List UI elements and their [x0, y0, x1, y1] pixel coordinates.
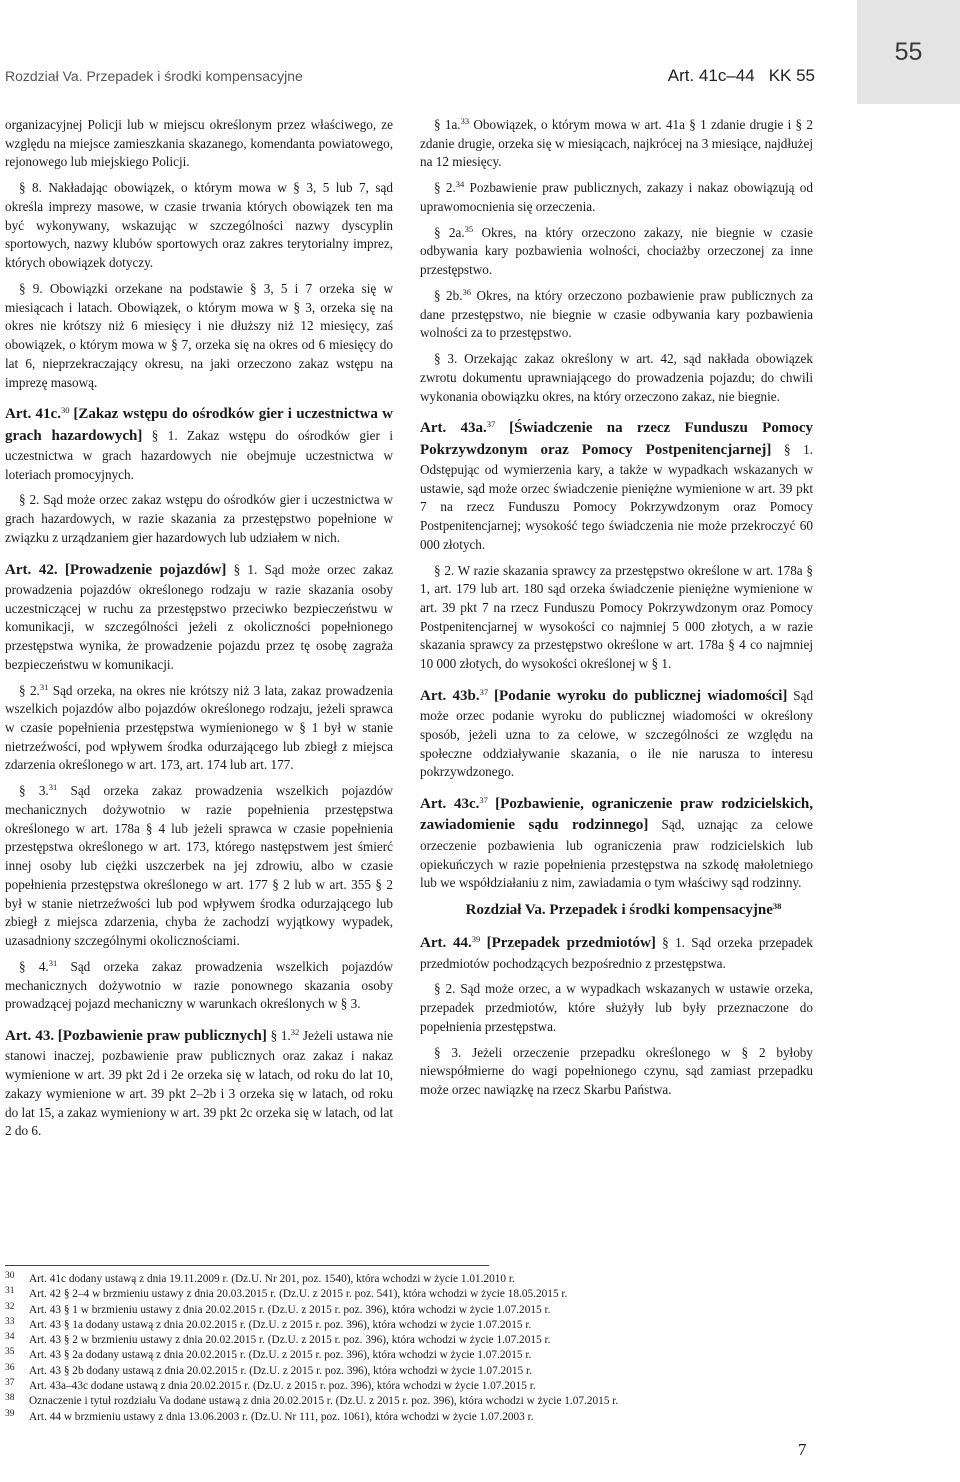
footnote-text: Art. 43 § 2a dodany ustawą z dnia 20.02.2015 r. (Dz.U. z 2015 r. poz. 396), która wchodzi w życie 1.07.2015 r.	[29, 1349, 532, 1362]
footnote-text: Art. 43a–43c dodane ustawą z dnia 20.02.2015 r. (Dz.U. z 2015 r. poz. 396), która wchodzi w życie 1.07.2015 r.	[29, 1380, 536, 1393]
article-label: Art. 41c.	[5, 406, 61, 423]
footnote	[5, 1410, 905, 1425]
section-lead: § 4.	[19, 958, 49, 974]
paragraph	[420, 116, 813, 172]
footnote-number: 38	[5, 1393, 15, 1404]
left-column	[5, 116, 393, 1148]
paragraph-text: Sąd orzeka, na okres nie krótszy niż 3 lata, zakaz prowadzenia wszelkich pojazdów albo pojazdów określonego rodzaju, jeżeli sprawca w czasie popełnienia przestępstwa wymienionego w § 1 był w stanie nietrzeźwości, pod wpływem środka odurzającego lub zbiegł z miejsca zdarzenia określonego w art. 173, art. 174 lub art. 177.	[5, 682, 394, 773]
article-title: [Zakaz wstępu do ośrodków gier i uczestnictwa w grach hazardowych]	[5, 406, 394, 444]
page-number: 7	[798, 1440, 807, 1459]
footnote-number: 32	[5, 1301, 15, 1312]
article-text: § 1. Sąd może orzec zakaz prowadzenia pojazdów określonego rodzaju w razie skazania osoby uczestniczącej w ruchu za przestępstwo przeciwko bezpieczeństwu w komunikacji, w szczególności jeżeli z okoliczności popełnionego przestępstwa wynika, że prowadzenie pojazdu przez tę osobę zagraża bezpieczeństwu w komunikacji.	[5, 561, 393, 672]
page-tab	[857, 0, 960, 104]
paragraph: § 2. W razie skazania sprawcy za przestępstwo określone w art. 178a § 1, art. 179 lub art. 180 sąd orzeka świadczenie pieniężne wymienione w art. 39 pkt 7 na rzecz Funduszu Pomocy Pokrzywdzonym oraz Pomocy Postpenitencjarnej w wysokości co najmniej 5 000 złotych, a w razie skazania sprawcy za przestępstwo określone w art. 178a § 4 co najmniej 10 000 złotych, do wysokości określonej w § 1.	[420, 562, 813, 672]
paragraph: § 2. Sąd może orzec, a w wypadkach wskazanych w ustawie orzeka, przepadek przedmiotów, które służyły lub były przeznaczone do popełnienia przestępstwa.	[420, 981, 813, 1034]
footnote-ref: 31	[39, 681, 49, 692]
article-title: [Pozbawienie praw publicznych]	[57, 1028, 267, 1044]
footnote-ref: 30	[60, 405, 70, 416]
article-text: § 1. Sąd orzeka przepadek przedmiotów pochodzących bezpośrednio z przestępstwa.	[420, 935, 814, 971]
footnote-text: Oznaczenie i tytuł rozdziału Va dodane ustawą z dnia 20.02.2015 r. (Dz.U. z 2015 r. poz. 396), która wchodzi w życie 1.07.2015 r.	[29, 1395, 619, 1408]
footnote	[5, 1272, 905, 1287]
paragraph-text: Okres, na który orzeczono zakazy, nie biegnie w czasie odbywania kary pozbawienia wolności, chociażby orzeczonej za inne przestępstwo.	[420, 224, 814, 278]
paragraph-text: Sąd orzeka zakaz prowadzenia wszelkich pojazdów mechanicznych dożywotnio w razie ponownego skazania osoby prowadzącej pojazd mechaniczny w warunkach określonych w § 3.	[5, 958, 394, 1012]
footnote	[5, 1318, 905, 1333]
article-text: § 1. Odstępując od wymierzenia kary, a także w wypadkach wskazanych w ustawie, sąd może orzec świadczenie pieniężne wymienione w art. 39 pkt 7 na rzecz Funduszu Pomocy Pokrzywdzonym oraz Pomocy Postpenitencjarnej; wysokość tego świadczenia nie może przekroczyć 60 000 złotych.	[420, 441, 813, 552]
chapter-heading	[420, 900, 813, 921]
footnote-text: Art. 43 § 2 w brzmieniu ustawy z dnia 20.02.2015 r. (Dz.U. z 2015 r. poz. 396), która wchodzi w życie 1.07.2015 r.	[29, 1334, 551, 1347]
footnote-ref: 34	[455, 179, 465, 190]
footnote-text: Art. 41c dodany ustawą z dnia 19.11.2009 r. (Dz.U. Nr 201, poz. 1540), która wchodzi w życie 1.01.2010 r.	[29, 1273, 515, 1285]
footnote-ref: 37	[479, 795, 488, 806]
article-41c	[5, 404, 393, 484]
paragraph	[5, 958, 393, 1014]
paragraph: § 2. Sąd może orzec zakaz wstępu do ośrodków gier i uczestnictwa w grach hazardowych, w razie skazania za przestępstwo popełnione w związku z urządzaniem gier hazardowych lub udziałem w nich.	[5, 492, 393, 545]
article-label: Art. 43.	[5, 1028, 55, 1044]
section-lead: § 2b.	[434, 287, 463, 303]
article-title: [Pozbawienie, ograniczenie praw rodzicielskich, zawiadomienie sądu rodzinnego]	[420, 796, 813, 834]
article-text: § 1. Zakaz wstępu do ośrodków gier i uczestnictwa w grach hazardowych nie obejmuje uczestnictwa w loteriach promocyjnych.	[5, 427, 393, 482]
footnote-ref: 39	[471, 934, 481, 945]
paragraph: § 8. Nakładając obowiązek, o którym mowa w § 3, 5 lub 7, sąd określa imprezy masowe, w czasie trwania których obowiązek ten ma być wykonywany, wskazując w szczególności nazwy dyscyplin sportowych, nazwy klubów sportowych oraz zakres terytorialny imprez, których obowiązek dotyczy.	[5, 180, 393, 271]
footnote-ref: 36	[462, 286, 472, 297]
article-43b	[420, 686, 813, 782]
article-range-header	[668, 66, 815, 86]
footnote-ref: 31	[48, 782, 58, 793]
footnote-number: 37	[5, 1378, 15, 1389]
article-title: [Przepadek przedmiotów]	[486, 935, 656, 952]
article-label: Art. 43c.	[420, 796, 480, 813]
article-44	[420, 933, 813, 973]
footnote-number: 31	[5, 1286, 15, 1297]
article-label: Art. 43b.	[420, 687, 480, 704]
chapter-title: Rozdział Va. Przepadek i środki kompensacyjne	[465, 901, 773, 918]
footnote-ref: 35	[464, 223, 474, 234]
footnote	[5, 1333, 905, 1348]
section-lead: § 2.	[19, 682, 40, 698]
footnote-number: 30	[5, 1271, 15, 1281]
article-43c	[420, 794, 813, 893]
paragraph: organizacyjnej Policji lub w miejscu określonym przez właściwego, ze względu na miejsce zamieszkania skazanego, komendanta powiatowego, rejonowego lub miejskiego Policji.	[5, 117, 393, 170]
footnote	[5, 1287, 905, 1302]
footnote-text: Art. 43 § 1a dodany ustawą z dnia 20.02.2015 r. (Dz.U. z 2015 r. poz. 396), która wchodzi w życie 1.07.2015 r.	[29, 1318, 532, 1331]
footnote-ref: 32	[290, 1027, 300, 1037]
section-lead: § 3.	[19, 783, 49, 799]
footnote-ref: 33	[460, 116, 470, 126]
paragraph	[420, 287, 813, 343]
section-lead: § 2a.	[434, 224, 465, 240]
article-text: Sąd, uznając za celowe orzeczenie pozbawienia lub ograniczenia praw rodzicielskich lub opiekuńczych w razie popełnienia przestępstwa na szkodę małoletniego lub we współdziałaniu z nim, zawiadamia o tym właściwy sąd rodzinny.	[420, 817, 814, 891]
article-title: [Podanie wyroku do publicznej wiadomości]	[494, 687, 788, 704]
footnote-ref: 37	[479, 686, 489, 697]
footnote-ref: 31	[48, 957, 58, 968]
paragraph-text: Sąd orzeka zakaz prowadzenia wszelkich pojazdów mechanicznych dożywotnio w razie popełnienia przestępstwa określonego w art. 178a § 4 lub jeżeli sprawca w czasie popełnienia przestępstwa określonego w art. 173, którego następstwem jest śmierć innej osoby lub ciężki uszczerbek na jej zdrowiu, albo w czasie popełnienia przestępstwa określonego w art. 177 § 2 lub w art. 355 § 2 był w stanie nietrzeźwości lub pod wpływem środka odurzającego lub zbiegł z miejsca zdarzenia, chyba że zachodzi wyjątkowy wypadek, uzasadniony szczególnymi okolicznościami.	[5, 783, 394, 949]
article-range: Art. 41c–44	[667, 66, 755, 85]
paragraph-text: Okres, na który orzeczono pozbawienie praw publicznych za dane przestępstwo, nie biegnie w czasie odbywania kary pozbawienia wolności za to przestępstwo.	[420, 287, 814, 341]
article-42	[5, 560, 393, 675]
article-text: Jeżeli ustawa nie stanowi inaczej, pozbawienie praw publicznych oraz zakaz i nakaz wymienione w art. 39 pkt 2d i 2e orzeka się w latach, od roku do lat 10, zakazy wymienione w art. 39 pkt 2–2b i 3 orzeka się w latach, od roku do lat 15, a zakaz wymieniony w art. 39 pkt 2c orzeka się w latach, od lat 2 do 6.	[5, 1028, 393, 1139]
footnote	[5, 1394, 905, 1409]
footnote-text: Art. 42 § 2–4 w brzmieniu ustawy z dnia 20.03.2015 r. (Dz.U. z 2015 r. poz. 541), która wchodzi w życie 18.05.2015 r.	[29, 1288, 568, 1301]
section-lead: § 1a.	[434, 117, 461, 132]
footnote-ref: 38	[772, 900, 782, 911]
footnote	[5, 1379, 905, 1394]
paragraph: § 9. Obowiązki orzekane na podstawie § 3, 5 i 7 orzeka się w miesiącach i latach. Obowiązek, o którym mowa w § 3, orzeka się na okres nie krótszy niż 6 miesięcy i nie dłuższy niż 12 miesięcy, zaś obowiązek, o którym mowa w § 7, orzeka się na okres od 6 miesięcy do lat 6, nieprzekraczający okresu, na jaki orzeczono zakaz wstępu na imprezę masową.	[5, 280, 393, 390]
code-marker: KK 55	[768, 66, 815, 85]
footnote	[5, 1364, 905, 1379]
paragraph-text: Pozbawienie praw publicznych, zakazy i nakaz obowiązują od uprawomocnienia się orzeczenia.	[420, 180, 813, 214]
paragraph: § 3. Jeżeli orzeczenie przepadku określonego w § 2 byłoby niewspółmierne do wagi popełnionego czynu, sąd zamiast przepadku może orzec nawiązkę na rzecz Skarbu Państwa.	[420, 1044, 813, 1097]
footnote-divider	[5, 1265, 489, 1266]
footnote-number: 34	[5, 1332, 15, 1343]
footnote-number: 35	[5, 1347, 15, 1358]
paragraph	[420, 179, 813, 216]
article-title: [Świadczenie na rzecz Funduszu Pomocy Pokrzywdzonym oraz Pomocy Postpenitencjarnej]	[420, 420, 814, 458]
article-43a	[420, 418, 813, 554]
paragraph	[420, 224, 813, 280]
footnote-number: 33	[5, 1316, 15, 1327]
article-label: Art. 42.	[5, 561, 58, 578]
article-label: Art. 43a.	[420, 420, 487, 437]
footnote-text: Art. 43 § 1 w brzmieniu ustawy z dnia 20.02.2015 r. (Dz.U. z 2015 r. poz. 396), która wchodzi w życie 1.07.2015 r.	[29, 1303, 551, 1316]
running-head	[5, 66, 815, 90]
footnote-number: 36	[5, 1362, 15, 1373]
footnote-ref: 37	[486, 419, 496, 430]
paragraph	[5, 782, 393, 951]
footnote-number: 39	[5, 1408, 15, 1419]
article-label: Art. 44.	[420, 935, 472, 952]
section-lead: § 1.	[270, 1028, 291, 1043]
right-column	[420, 116, 813, 1107]
footnote-text: Art. 43 § 2b dodany ustawą z dnia 20.02.2015 r. (Dz.U. z 2015 r. poz. 396), która wchodzi w życie 1.07.2015 r.	[29, 1364, 532, 1377]
chapter-header: Rozdział Va. Przepadek i środki kompensacyjne	[5, 68, 303, 84]
page-tab-number: 55	[894, 37, 923, 66]
footnotes	[5, 1272, 905, 1425]
article-title: [Prowadzenie pojazdów]	[64, 561, 227, 578]
section-lead: § 2.	[434, 180, 456, 196]
paragraph-text: Obowiązek, o którym mowa w art. 41a § 1 zdanie drugie i § 2 zdanie drugie, orzeka się w miesiącach, najkrócej na 3 miesiące, najdłużej na 12 miesięcy.	[420, 117, 813, 170]
footnote-text: Art. 44 w brzmieniu ustawy z dnia 13.06.2003 r. (Dz.U. Nr 111, poz. 1061), która wchodzi w życie 1.07.2003 r.	[29, 1410, 534, 1423]
article-43	[5, 1026, 393, 1141]
article-text: Sąd może orzec podanie wyroku do publicznej wiadomości w określony sposób, jeżeli uzna to za celowe, w szczególności ze względu na społeczne oddziaływanie skazania, o ile nie narusza to interesu pokrzywdzonego.	[420, 687, 814, 780]
paragraph	[5, 682, 393, 776]
paragraph: § 3. Orzekając zakaz określony w art. 42, sąd nakłada obowiązek zwrotu dokumentu uprawniającego do prowadzenia pojazdu; do chwili wykonania obowiązku okres, na który orzeczono zakaz, nie biegnie.	[420, 351, 813, 404]
footnote	[5, 1348, 905, 1363]
footnote	[5, 1303, 905, 1318]
